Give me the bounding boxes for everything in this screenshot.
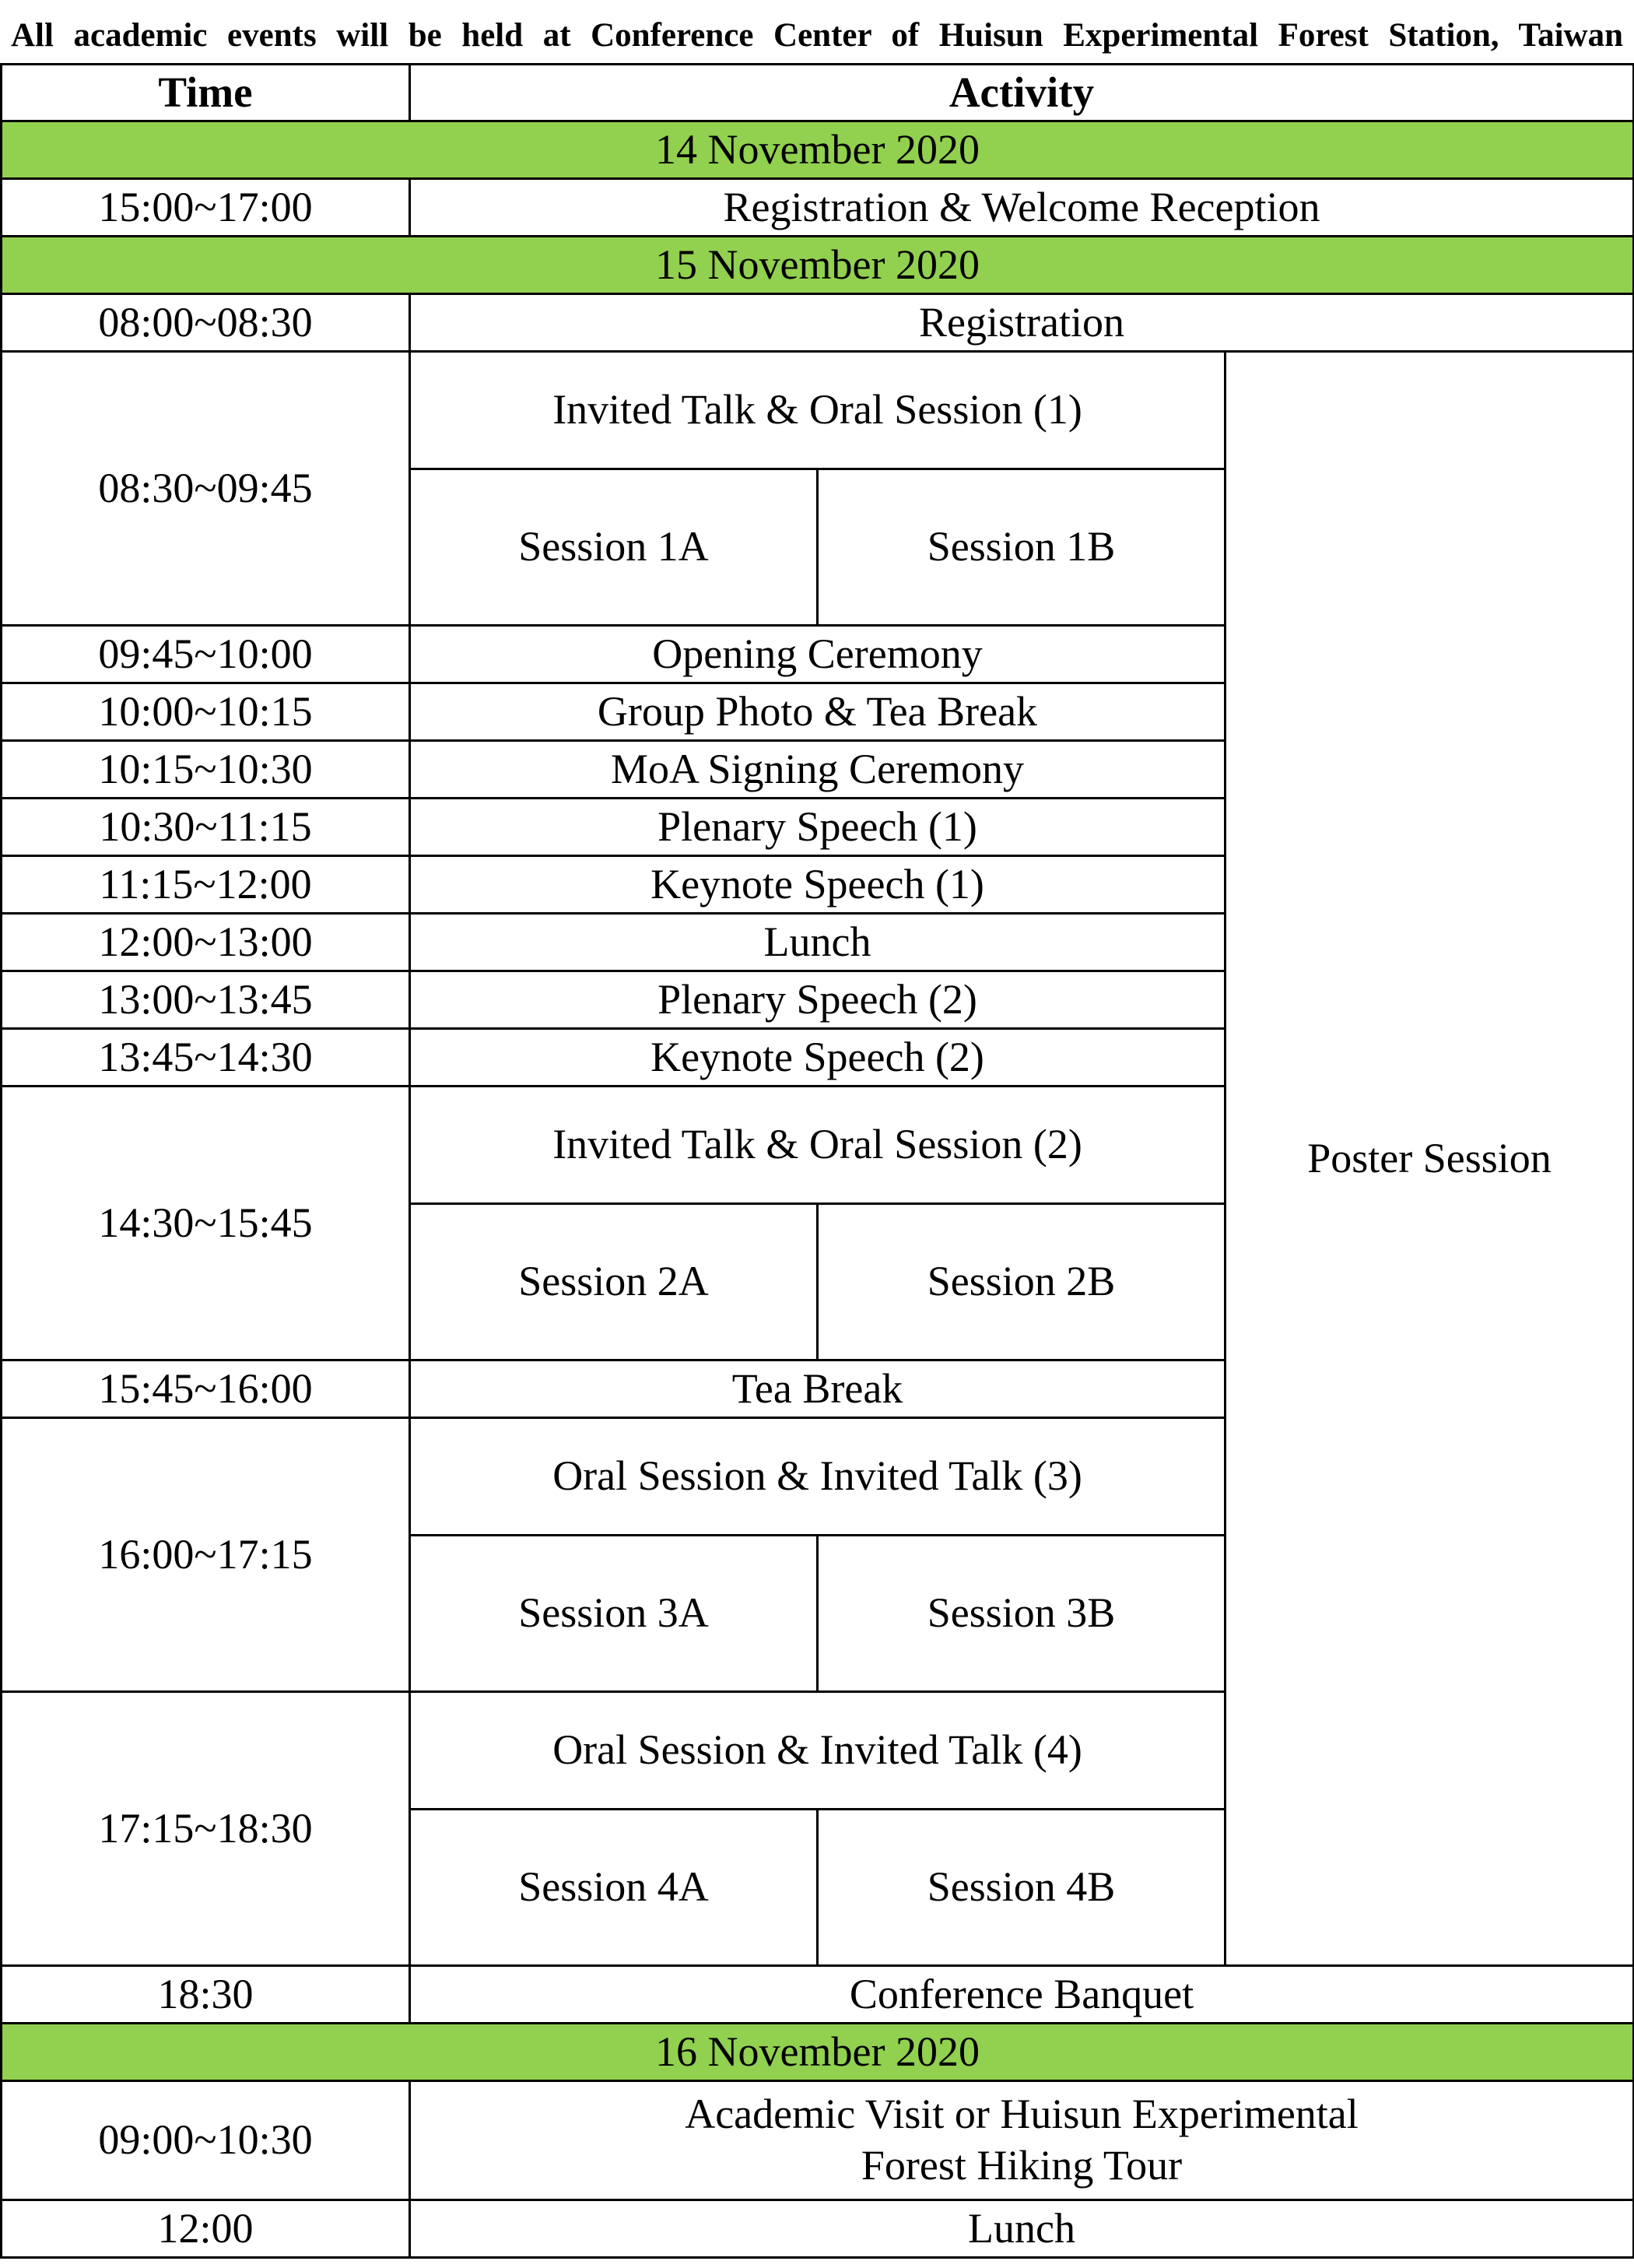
date-label: 16 November 2020 [2, 2024, 1634, 2081]
time-cell: 10:15~10:30 [2, 741, 410, 799]
time-cell: 13:45~14:30 [2, 1029, 410, 1087]
activity-cell: Plenary Speech (1) [410, 799, 1226, 856]
session-block-row [2, 352, 1634, 469]
date-row [2, 237, 1634, 294]
activity-cell [410, 2081, 1634, 2200]
session-a-cell: Session 2A [410, 1204, 818, 1360]
date-label: 15 November 2020 [2, 237, 1634, 294]
activity-column-header: Activity [410, 65, 1634, 121]
time-cell: 18:30 [2, 1966, 410, 2024]
activity-cell: Plenary Speech (2) [410, 971, 1226, 1029]
activity-cell: Opening Ceremony [410, 626, 1226, 683]
time-cell: 10:30~11:15 [2, 799, 410, 856]
activity-line: Academic Visit or Huisun Experimental [685, 2091, 1359, 2138]
session-a-cell: Session 1A [410, 469, 818, 626]
poster-session-cell: Poster Session [1226, 352, 1634, 1966]
schedule-row [2, 2081, 1634, 2200]
session-b-cell: Session 2B [818, 1204, 1226, 1360]
time-cell: 15:00~17:00 [2, 179, 410, 237]
session-title-cell: Oral Session & Invited Talk (4) [410, 1692, 1226, 1810]
time-cell: 08:30~09:45 [2, 352, 410, 626]
activity-cell: Conference Banquet [410, 1966, 1634, 2024]
activity-cell: Tea Break [410, 1360, 1226, 1418]
date-label: 14 November 2020 [2, 121, 1634, 179]
time-cell: 16:00~17:15 [2, 1418, 410, 1692]
time-cell: 12:00 [2, 2200, 410, 2258]
time-cell: 08:00~08:30 [2, 294, 410, 352]
activity-cell: Lunch [410, 914, 1226, 971]
activity-cell: MoA Signing Ceremony [410, 741, 1226, 799]
session-title-cell: Invited Talk & Oral Session (2) [410, 1087, 1226, 1204]
time-cell: 12:00~13:00 [2, 914, 410, 971]
header-row [2, 65, 1634, 121]
activity-cell: Group Photo & Tea Break [410, 683, 1226, 741]
session-a-cell: Session 3A [410, 1536, 818, 1692]
date-row [2, 121, 1634, 179]
time-column-header: Time [2, 65, 410, 121]
venue-caption: All academic events will be held at Conference Center of Huisun Experimental Forest Station, Taiwan [11, 17, 1623, 54]
activity-cell: Lunch [410, 2200, 1634, 2258]
session-a-cell: Session 4A [410, 1810, 818, 1966]
schedule-row [2, 1966, 1634, 2024]
activity-cell: Registration [410, 294, 1634, 352]
time-cell: 11:15~12:00 [2, 856, 410, 914]
session-title-cell: Invited Talk & Oral Session (1) [410, 352, 1226, 469]
time-cell: 09:00~10:30 [2, 2081, 410, 2200]
time-cell: 13:00~13:45 [2, 971, 410, 1029]
session-b-cell: Session 1B [818, 469, 1226, 626]
time-cell: 15:45~16:00 [2, 1360, 410, 1418]
activity-cell: Keynote Speech (2) [410, 1029, 1226, 1087]
activity-line: Forest Hiking Tour [861, 2142, 1183, 2189]
schedule-row [2, 179, 1634, 237]
schedule-row [2, 2200, 1634, 2258]
time-cell: 14:30~15:45 [2, 1087, 410, 1360]
time-cell: 09:45~10:00 [2, 626, 410, 683]
session-title-cell: Oral Session & Invited Talk (3) [410, 1418, 1226, 1536]
time-cell: 17:15~18:30 [2, 1692, 410, 1966]
session-b-cell: Session 4B [818, 1810, 1226, 1966]
schedule-row [2, 294, 1634, 352]
date-row [2, 2024, 1634, 2081]
schedule-table [0, 63, 1634, 2259]
time-cell: 10:00~10:15 [2, 683, 410, 741]
activity-cell: Keynote Speech (1) [410, 856, 1226, 914]
session-b-cell: Session 3B [818, 1536, 1226, 1692]
activity-cell: Registration & Welcome Reception [410, 179, 1634, 237]
